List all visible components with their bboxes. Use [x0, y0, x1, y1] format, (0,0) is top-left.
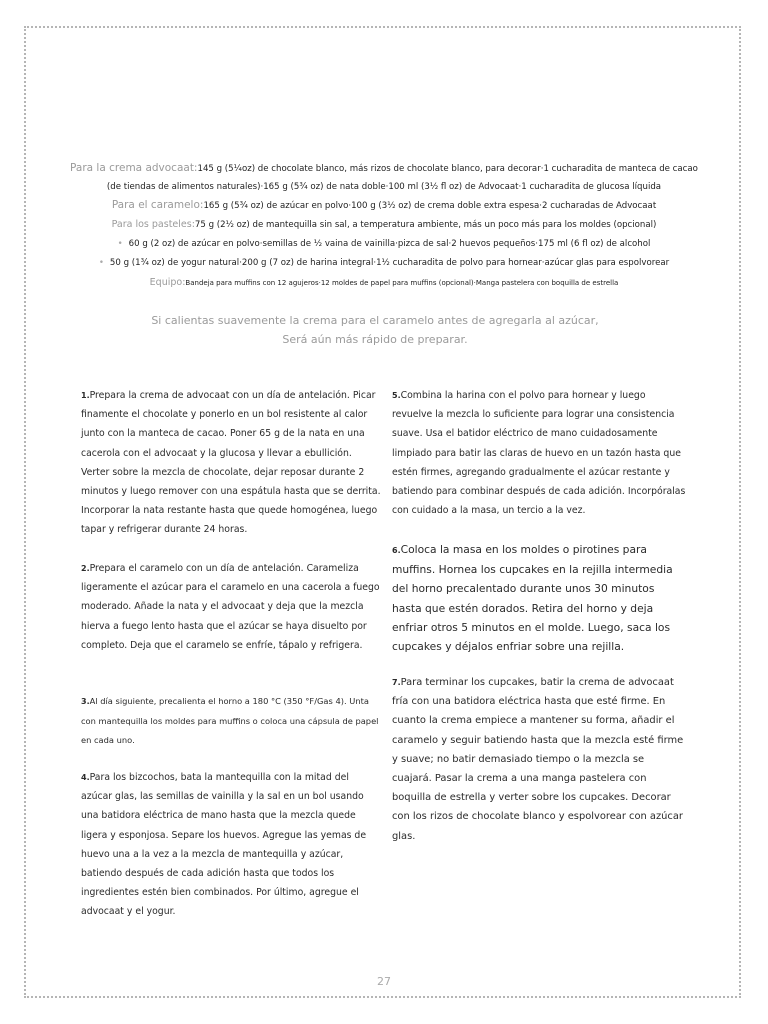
tip-line-1: Si calientas suavemente la crema para el caramelo antes de agregarla al azúcar, — [151, 314, 599, 327]
tip-note — [100, 311, 650, 349]
ingredients-cakes-line-3 — [30, 257, 738, 269]
step-number: 5. — [392, 391, 401, 400]
advocaat-text-2: (de tiendas de alimentos naturales)·165 g (5¾ oz) de nata doble·100 ml (3½ fl oz) de Advocaat·1 cucharadita de glucosa líquida — [106, 182, 662, 192]
page-number: 27 — [377, 975, 391, 988]
step-text: Para terminar los cupcakes, batir la crema de advocaat fría con una batidora eléctrica hasta que esté firme. En cuanto la crema empiece a mantener su forma, añadir el caramelo y seguir batiendo hasta que la mezcla esté firme y suave; no batir demasiado tiempo o la mezcla se cuajará. Pasar la crema a una manga pastelera con boquilla de estrella y verter sobre los cupcakes. Decorar con los rizos de chocolate blanco y espolvorear con azúcar glas. — [392, 677, 684, 842]
cakes-text-3: 50 g (1¾ oz) de yogur natural·200 g (7 oz) de harina integral·1½ cucharadita de polvo para hornear·azúcar glas para espolvorear — [109, 258, 670, 268]
tip-line-2: Será aún más rápido de preparar. — [282, 333, 468, 346]
step-text: Prepara la crema de advocaat con un día de antelación. Picar finamente el chocolate y ponerlo en un bol resistente al calor junto con la manteca de cacao. Poner 65 g de la nata en una cacerola con el advocaat y la glucosa y llevar a ebullición. Verter sobre la mezcla de chocolate, dejar reposar durante 2 minutos y luego remover con una espátula hasta que se derrita. Incorporar la nata restante hasta que quede homogénea, luego tapar y refrigerar durante 24 horas. — [81, 390, 381, 536]
equipment-text: Bandeja para muffins con 12 agujeros·12 moldes de papel para muffins (opcional)·Manga pastelera con boquilla de estrella — [185, 279, 619, 287]
step-text: Combina la harina con el polvo para hornear y luego revuelve la mezcla lo suficiente para lograr una consistencia suave. Usa el batidor eléctrico de mano cuidadosamente limpiado para batir las claras de huevo en un tazón hasta que estén firmes, agregando gradualmente el azúcar restante y batiendo para combinar después de cada adición. Incorpóralas con cuidado a la masa, un tercio a la vez. — [392, 390, 686, 517]
advocaat-label: Para la crema advocaat: — [70, 162, 198, 174]
step-5 — [392, 386, 687, 520]
step-7 — [392, 673, 687, 846]
equipment-label: Equipo: — [149, 277, 186, 288]
step-number: 6. — [392, 546, 401, 555]
step-number: 1. — [81, 391, 90, 400]
bullet-icon: • — [117, 239, 123, 249]
advocaat-text-1: 145 g (5¼oz) de chocolate blanco, más rizos de chocolate blanco, para decorar·1 cucharadita de manteca de cacao — [197, 164, 698, 174]
step-text: Al día siguiente, precalienta el horno a 180 °C (350 °F/Gas 4). Unta con mantequilla los moldes para muffins o coloca una cápsula de papel en cada uno. — [81, 696, 379, 745]
step-number: 4. — [81, 773, 90, 782]
cakes-label: Para los pasteles: — [111, 219, 195, 230]
step-6 — [392, 540, 687, 656]
step-number: 2. — [81, 564, 90, 573]
step-number: 7. — [392, 678, 401, 687]
ingredients-advocaat-line-2 — [30, 181, 738, 193]
cakes-text-2: 60 g (2 oz) de azúcar en polvo·semillas de ½ vaina de vainilla·pizca de sal·2 huevos pequeños·175 ml (6 fl oz) de alcohol — [128, 239, 651, 249]
step-4 — [81, 768, 381, 922]
step-1 — [81, 386, 381, 540]
ingredients-cakes-line-2 — [30, 238, 738, 250]
step-text: Coloca la masa en los moldes o pirotines para muffins. Hornea los cupcakes en la rejilla intermedia del horno precalentado durante unos 30 minutos hasta que estén dorados. Retira del horno y deja enfriar otros 5 minutos en el molde. Luego, saca los cupcakes y déjalos enfriar sobre una rejilla. — [392, 543, 673, 654]
caramel-label: Para el caramelo: — [111, 199, 204, 211]
ingredients-caramel-line — [30, 199, 738, 212]
ingredients-advocaat-line-1 — [30, 162, 738, 175]
step-text: Prepara el caramelo con un día de antelación. Carameliza ligeramente el azúcar para el caramelo en una cacerola a fuego moderado. Añade la nata y el advocaat y deja que la mezcla hierva a fuego lento hasta que el azúcar se haya disuelto por completo. Deja que el caramelo se enfríe, tápalo y refrigera. — [81, 563, 380, 651]
caramel-text: 165 g (5¾ oz) de azúcar en polvo·100 g (3½ oz) de crema doble extra espesa·2 cucharadas de Advocaat — [203, 201, 657, 211]
step-3 — [81, 692, 381, 751]
ingredients-equipment-line — [30, 277, 738, 289]
cakes-text-1: 75 g (2½ oz) de mantequilla sin sal, a temperatura ambiente, más un poco más para los moldes (opcional) — [194, 220, 657, 230]
ingredients-cakes-line-1 — [30, 219, 738, 231]
step-number: 3. — [81, 697, 90, 706]
step-2 — [81, 559, 381, 655]
step-text: Para los bizcochos, bata la mantequilla con la mitad del azúcar glas, las semillas de vainilla y la sal en un bol usando una batidora eléctrica de mano hasta que la mezcla quede ligera y esponjosa. Separe los huevos. Agregue las yemas de huevo una a la vez a la mezcla de mantequilla y azúcar, batiendo después de cada adición hasta que todos los ingredientes estén bien combinados. Por último, agregue el advocaat y el yogur. — [81, 772, 367, 918]
bullet-icon: • — [98, 258, 104, 268]
